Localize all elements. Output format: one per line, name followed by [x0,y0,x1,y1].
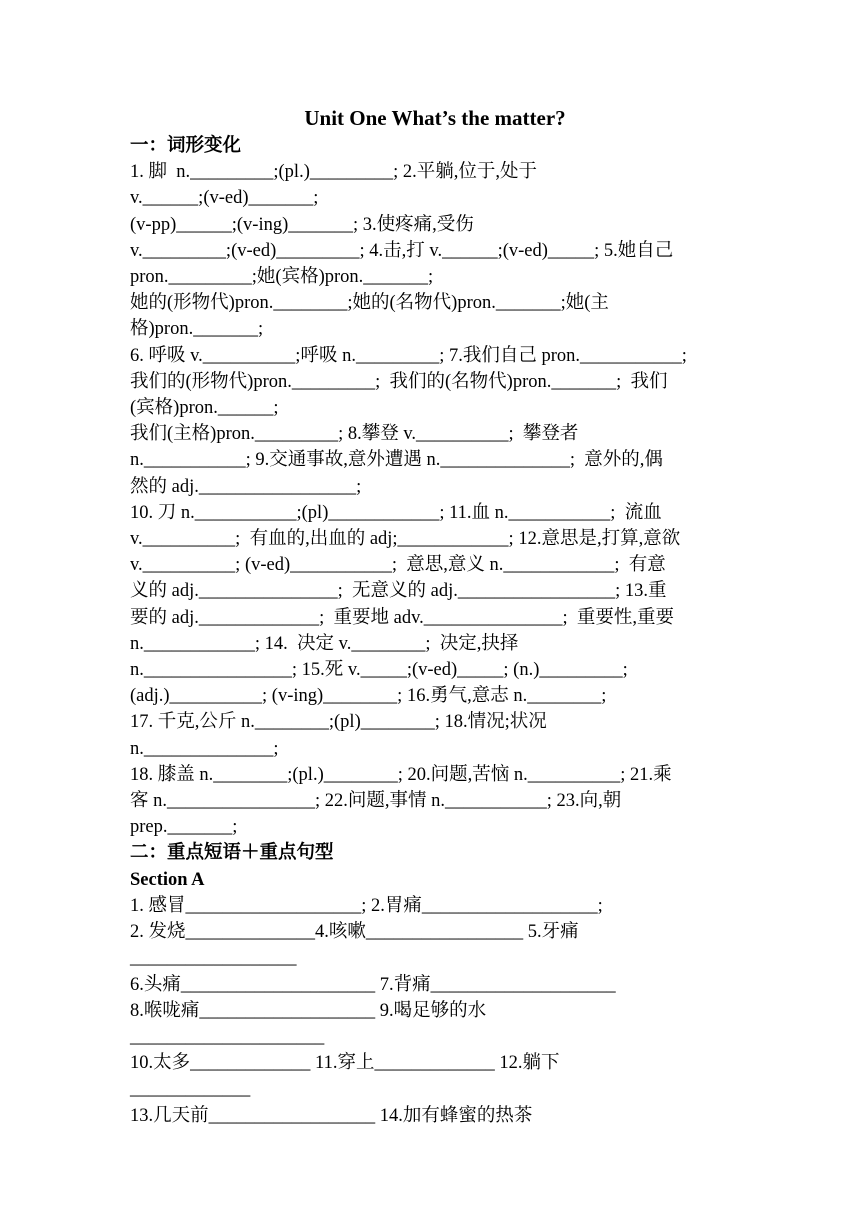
exercise-line: 1. 感冒___________________; 2.胃痛___________________; [130,895,603,916]
exercise-line: n.___________; 9.交通事故,意外遭遇 n.______________; 意外的,偶 [130,450,663,471]
exercise-line: 6. 呼吸 v.__________;呼吸 n._________; 7.我们自己 pron.___________; [130,345,687,366]
exercise-line: 要的 adj._____________; 重要地 adv._______________; 重要性,重要 [130,607,675,628]
exercise-line: prep._______; [130,817,238,838]
exercise-line: 10.太多_____________ 11.穿上_____________ 12.躺下 [130,1053,560,1074]
exercise-line: 我们(主格)pron._________; 8.攀登 v.__________; 攀登者 [130,424,579,445]
exercise-line: n.____________; 14. 决定 v.________; 决定,抉择 [130,633,519,654]
exercise-line: __________________ [130,948,297,969]
exercise-line: v.__________; 有血的,出血的 adj;____________; 12.意思是,打算,意欲 [130,529,681,550]
exercise-line: 17. 千克,公斤 n.________;(pl)________; 18.情况;状况 [130,712,547,733]
exercise-line: 客 n.________________; 22.问题,事情 n.___________; 23.向,朝 [130,791,622,812]
page-title: Unit One What’s the matter? [304,106,566,130]
exercise-line: v._________;(v-ed)_________; 4.击,打 v.______;(v-ed)_____; 5.她自己 [130,240,674,261]
exercise-line: (宾格)pron.______; [130,398,279,419]
vocab-exercise-lines [130,159,740,840]
exercise-line: 2. 发烧______________4.咳嗽_________________ 5.牙痛 [130,922,579,943]
exercise-line: 10. 刀 n.___________;(pl)____________; 11.血 n.___________; 流血 [130,502,662,523]
exercise-line: 义的 adj._______________; 无意义的 adj._________________; 13.重 [130,581,667,602]
exercise-line: 然的 adj._________________; [130,476,362,497]
exercise-line: 6.头痛_____________________ 7.背痛____________________ [130,974,616,995]
section-1-heading: 一：词形变化 [130,136,242,156]
exercise-line: 18. 膝盖 n.________;(pl.)________; 20.问题,苦恼 n.__________; 21.乘 [130,764,672,785]
exercise-line: v.______;(v-ed)_______; [130,188,319,209]
exercise-line: 1. 脚 n._________;(pl.)_________; 2.平躺,位于,处于 [130,162,537,183]
exercise-line: pron._________;她(宾格)pron._______; [130,267,434,288]
exercise-line: n.________________; 15.死 v._____;(v-ed)_____; (n.)_________; [130,660,628,681]
document-page [130,103,740,1129]
exercise-line: 我们的(形物代)pron._________; 我们的(名物代)pron._______; 我们 [130,371,668,392]
exercise-line: _____________ [130,1079,251,1100]
exercise-line: n.______________; [130,738,279,759]
exercise-line: 13.几天前__________________ 14.加有蜂蜜的热茶 [130,1105,533,1126]
exercise-line: (v-pp)______;(v-ing)_______; 3.使疼痛,受伤 [130,214,474,235]
section-2-heading: 二：重点短语＋重点句型 [130,843,334,864]
exercise-line: _____________________ [130,1026,325,1047]
phrase-exercise-lines [130,893,740,1129]
exercise-line: (adj.)__________; (v-ing)________; 16.勇气,意志 n.________; [130,686,607,707]
exercise-line: 格)pron._______; [130,319,264,340]
exercise-line: 8.喉咙痛___________________ 9.喝足够的水 [130,1000,487,1021]
exercise-line: 她的(形物代)pron.________;她的(名物代)pron._______;她(主 [130,293,609,314]
exercise-line: v.__________; (v-ed)___________; 意思,意义 n.____________; 有意 [130,555,666,576]
section-a-heading: Section A [130,869,205,890]
